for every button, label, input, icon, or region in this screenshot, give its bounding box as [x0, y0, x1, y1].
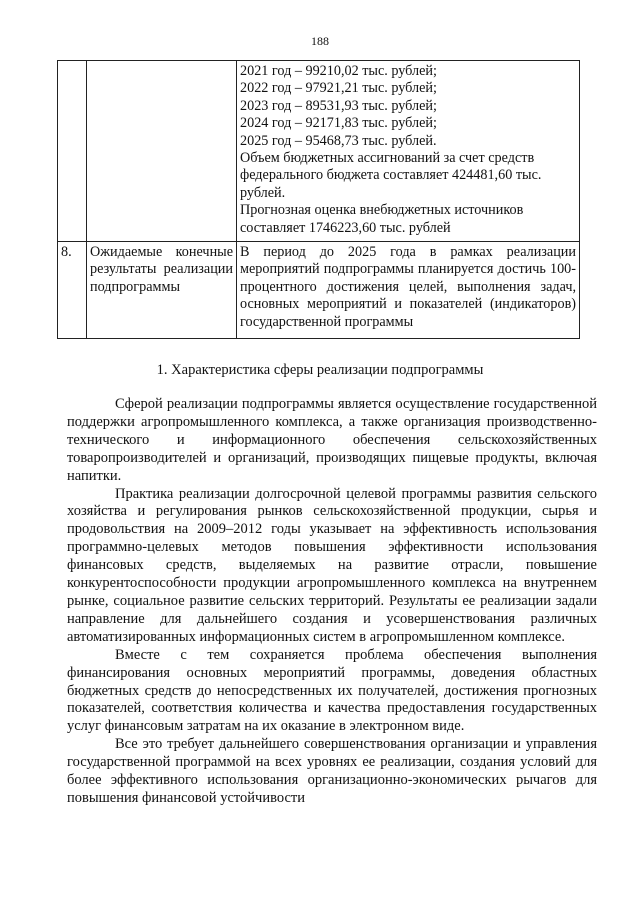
funding-line-2025: 2025 год – 95468,73 тыс. рублей. — [240, 132, 437, 149]
row-name-cell — [87, 61, 237, 242]
row-number-cell — [58, 61, 87, 242]
funding-line-2021: 2021 год – 99210,02 тыс. рублей; — [240, 63, 437, 79]
federal-budget-text: Объем бюджетных ассигнований за счет средств федерального бюджета составляет 424481,60 тыс. рублей. — [240, 150, 542, 201]
row-name-cell: Ожидаемые конечные результаты реализации подпрограммы — [87, 242, 237, 339]
page-number: 188 — [311, 34, 329, 48]
funding-line-2024: 2024 год – 92171,83 тыс. рублей; — [240, 115, 437, 132]
paragraph: Все это требует дальнейшего совершенствования организации и управления государственной программой на всех уровнях ее реализации, создания условий для более эффективного использования организационно-экономических рычагов для повышения финансовой устойчивости — [67, 736, 597, 806]
passport-table — [57, 60, 580, 339]
extrabudgetary-text: Прогнозная оценка внебюджетных источников составляет 1746223,60 тыс. рублей — [240, 202, 524, 236]
row-number-cell: 8. — [58, 242, 87, 339]
paragraph: Вместе с тем сохраняется проблема обеспечения выполнения финансирования основных мероприятий программы, доведения областных бюджетных средств до непосредственных их получателей, достижения прогнозных показателей, соответствия количества и качества предоставления государственных услуг финансовым затратам на их оказание в электронном виде. — [67, 646, 597, 735]
funding-line-2023: 2023 год – 89531,93 тыс. рублей; — [240, 97, 437, 114]
body-text — [67, 396, 597, 808]
table-row — [58, 61, 580, 242]
funding-line-2022: 2022 год – 97921,21 тыс. рублей; — [240, 80, 437, 97]
expected-results-cell: В период до 2025 года в рамках реализации мероприятий подпрограммы планируется достичь 100-процентного достижения целей, выполнения задач, основных мероприятий и показателей (индикаторов) государственной программы — [237, 242, 580, 339]
table-row — [58, 242, 580, 339]
section-title: 1. Характеристика сферы реализации подпрограммы — [156, 362, 484, 378]
funding-content-cell — [237, 61, 580, 242]
paragraph: Практика реализации долгосрочной целевой программы развития сельского хозяйства и регулирования рынков сельскохозяйственной продукции, сырья и продовольствия на 2009–2012 годы указывает на эффективность использования программно-целевых методов повышения эффективности использования финансовых средств, выделяемых на развитие отрасли, повышение конкурентоспособности продукции агропромышленного комплекса на внутреннем рынке, социальное развитие сельских территорий. Результаты ее реализации задали направление для дальнейшего создания и усовершенствования различных автоматизированных информационных систем в агропромышленном комплексе. — [67, 485, 597, 645]
paragraph: Сферой реализации подпрограммы является осуществление государственной поддержки агропромышленного комплекса, а также организация производственно-технического и информационного обеспечения сельскохозяйственных товаропроизводителей и организаций, производящих пищевые продукты, включая напитки. — [67, 396, 597, 484]
